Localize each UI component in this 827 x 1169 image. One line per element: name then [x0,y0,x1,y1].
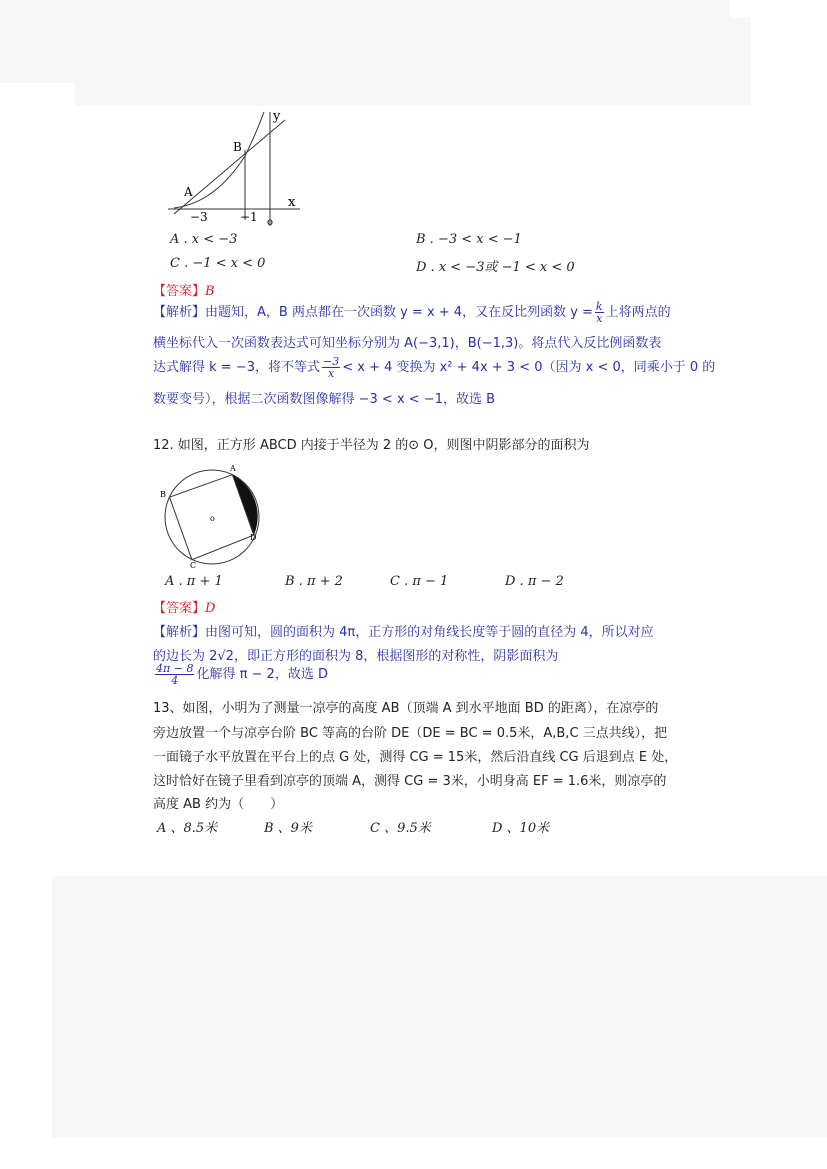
q13-line-4: 这时恰好在镜子里看到凉亭的顶端 A，测得 CG = 3米，小明身高 EF = 1.6米，则凉亭的 [153,774,667,789]
q13-option-d: D 、10米 [492,821,550,836]
fig1-point-a: A [184,185,193,199]
fig2-label-c: C [190,561,197,570]
fig1-tick-neg1: −1 [240,210,258,224]
function-graph-figure [160,108,310,230]
fig1-origin: o [267,217,274,228]
q12-explanation-line-1 [153,621,654,640]
q12-frac-den: 4 [171,674,179,687]
q11-exp-text-1b: 上将两点的 [605,305,671,320]
q11-option-a: A . x < −3 [170,232,238,247]
q11-frac2-den: x [327,367,335,380]
q13-line-2: 旁边放置一个与凉亭台阶 BC 等高的台阶 DE（DE = BC = 0.5米，A,B,C 三点共线），把 [153,726,668,741]
q11-exp-text-1a: 由题知，A，B 两点都在一次函数 y = x + 4，又在反比列函数 y = [205,305,593,320]
q12-frac-num: 4π − 8 [156,662,194,675]
fig2-label-b: B [160,490,166,499]
q12-stem: 12. 如图，正方形 ABCD 内接于半径为 2 的⊙ O，则图中阴影部分的面积为 [153,438,590,453]
q11-frac2-num: −3 [322,355,340,368]
q11-explanation-line-1 [153,301,671,324]
q13-option-c: C 、9.5米 [370,821,431,836]
q11-frac-den: x [596,312,603,325]
fig1-y-label: y [273,109,281,124]
q13-line-3: 一面镜子水平放置在平台上的点 G 处，测得 CG = 15米，然后沿直线 CG 后退到点 E 处， [153,750,678,765]
fig2-label-o: o [210,514,215,523]
q13-line-5: 高度 AB 约为（ ） [153,797,284,812]
q11-option-c: C . −1 < x < 0 [170,256,266,271]
circle-square-figure [156,462,268,570]
q11-answer-tag: 【答案】 [153,284,206,299]
q11-fraction-k-over-x [595,301,604,324]
q12-option-a: A . π + 1 [165,574,223,589]
q11-exp-text-3b: < x + 4 变换为 x² + 4x + 3 < 0（因为 x < 0，同乘小于 0 的 [342,360,716,375]
q11-option-b: B . −3 < x < −1 [416,232,522,247]
q11-exp-text-3a: 达式解得 k = −3，将不等式 [153,360,320,375]
q13-option-a: A 、8.5米 [157,821,218,836]
q12-answer-value: D [205,601,216,616]
q12-answer [153,597,215,616]
q12-explanation-tag: 【解析】 [153,625,206,640]
q12-exp-text-3b: 化解得 π − 2，故选 D [196,667,328,682]
q12-explanation-line-2: 的边长为 2√2，即正方形的面积为 8，根据图形的对称性，阴影面积为 [153,649,559,664]
q13-line-1: 13、如图，小明为了测量一凉亭的高度 AB（顶端 A 到水平地面 BD 的距离），在凉亭的 [153,701,659,716]
bottom-shade [52,876,827,1138]
top-shade-right [75,18,751,106]
fig1-x-label: x [288,195,296,210]
q12-explanation-line-3 [153,663,328,686]
q11-option-d: D . x < −3或 −1 < x < 0 [416,260,575,275]
q11-answer-value: B [205,284,215,299]
q12-exp-text-1: 由图可知，圆的面积为 4π，正方形的对角线长度等于圆的直径为 4，所以对应 [205,625,654,640]
fig2-label-d: D [250,533,257,542]
q11-frac-num: k [595,300,603,313]
q11-explanation-line-2: 横坐标代入一次函数表达式可知坐标分别为 A(−3,1)，B(−1,3)。将点代入反比例函数表 [153,336,662,351]
q12-option-d: D . π − 2 [505,574,564,589]
q11-explanation-line-4: 数要变号），根据二次函数图像解得 −3 < x < −1，故选 B [153,392,496,407]
q12-option-c: C . π − 1 [390,574,449,589]
fig2-label-a: A [230,464,236,473]
q12-answer-tag: 【答案】 [153,601,206,616]
q11-fraction-neg3-over-x [322,356,340,379]
q13-option-b: B 、9米 [264,821,312,836]
fig1-point-b: B [233,140,242,154]
q12-fraction [155,663,194,686]
q11-answer [153,280,215,299]
q12-option-b: B . π + 2 [285,574,343,589]
q11-explanation-line-3 [153,356,715,379]
fig1-tick-neg3: −3 [190,210,208,224]
q11-explanation-tag: 【解析】 [153,305,206,320]
